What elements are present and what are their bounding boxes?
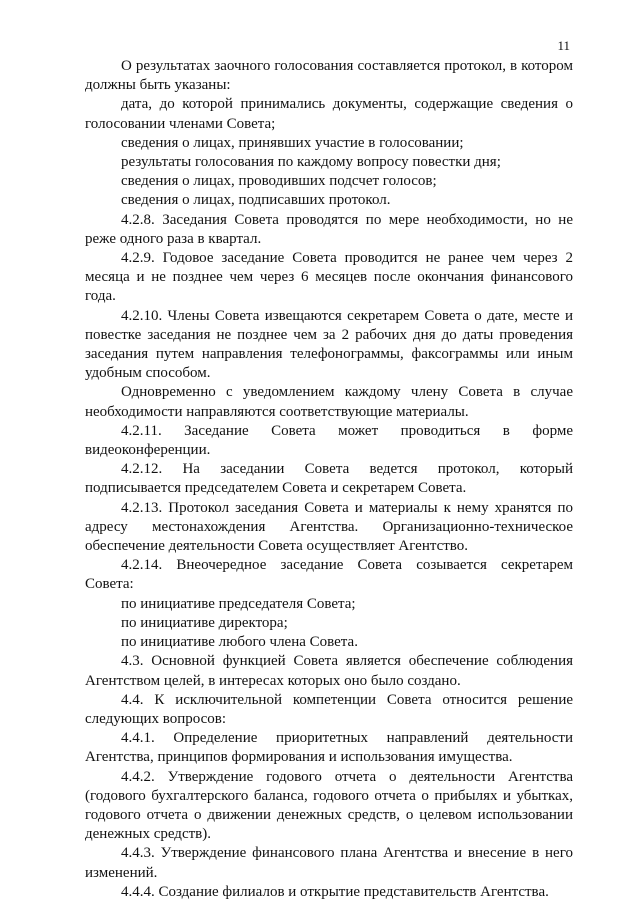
list-item-participants: сведения о лицах, принявших участие в голосовании;: [121, 134, 464, 151]
list-item-date: дата, до которой принимались документы, содержащие сведения о голосовании членами Совета;: [85, 96, 573, 132]
list-item-director: по инициативе директора;: [121, 614, 288, 631]
list-item-signers: сведения о лицах, подписавших протокол.: [121, 192, 391, 209]
paragraph-4-2-10: 4.2.10. Члены Совета извещаются секретарем Совета о дате, месте и повестке заседания не позднее чем за 2 рабочих дня до даты проведения заседания путем направления телефонограммы, факсограммы или иным удобным способом.: [85, 307, 573, 382]
paragraph-4-4-1: 4.4.1. Определение приоритетных направлений деятельности Агентства, принципов формирования и использования имущества.: [85, 730, 573, 766]
paragraph-4-2-12: 4.2.12. На заседании Совета ведется протокол, который подписывается председателем Совета и секретарем Совета.: [85, 461, 573, 497]
paragraph-materials: Одновременно с уведомлением каждому члену Совета в случае необходимости направляются соответствующие материалы.: [85, 384, 573, 420]
list-item-counters: сведения о лицах, проводивших подсчет голосов;: [121, 173, 437, 190]
paragraph-4-2-11: 4.2.11. Заседание Совета может проводиться в форме видеоконференции.: [85, 422, 573, 459]
page-number: 11: [557, 38, 570, 53]
list-item-chairman: по инициативе председателя Совета;: [121, 595, 356, 612]
paragraph-4-2-13: 4.2.13. Протокол заседания Совета и материалы к нему хранятся по адресу местонахождения Агентства. Организационно-техническое обеспечение деятельности Совета осуществляет Агентство.: [85, 499, 573, 555]
paragraph-4-4-2: 4.4.2. Утверждение годового отчета о деятельности Агентства (годового бухгалтерского баланса, годового отчета о прибылях и убытках, годового отчета о движении денежных средств, о целевом использовании денежных средств).: [85, 768, 573, 843]
paragraph-voting-protocol: О результатах заочного голосования составляется протокол, в котором должны быть указаны:: [85, 58, 573, 94]
paragraph-4-4-3: 4.4.3. Утверждение финансового плана Агентства и внесение в него изменений.: [85, 845, 573, 881]
list-item-any-member: по инициативе любого члена Совета.: [121, 634, 358, 651]
paragraph-4-2-8: 4.2.8. Заседания Совета проводятся по мере необходимости, но не реже одного раза в квартал.: [85, 211, 573, 247]
paragraph-4-4: 4.4. К исключительной компетенции Совета относится решение следующих вопросов:: [85, 691, 573, 727]
paragraph-4-2-9: 4.2.9. Годовое заседание Совета проводится не ранее чем через 2 месяца и не позднее чем через 6 месяцев после окончания финансового года.: [85, 250, 573, 305]
list-item-results: результаты голосования по каждому вопросу повестки дня;: [121, 154, 501, 171]
document-body: [85, 57, 573, 902]
paragraph-4-3: 4.3. Основной функцией Совета является обеспечение соблюдения Агентством целей, в интересах которых оно было создано.: [85, 653, 573, 689]
paragraph-4-2-14: 4.2.14. Внеочередное заседание Совета созывается секретарем Совета:: [85, 557, 573, 593]
paragraph-4-4-4: 4.4.4. Создание филиалов и открытие представительств Агентства.: [121, 883, 549, 900]
